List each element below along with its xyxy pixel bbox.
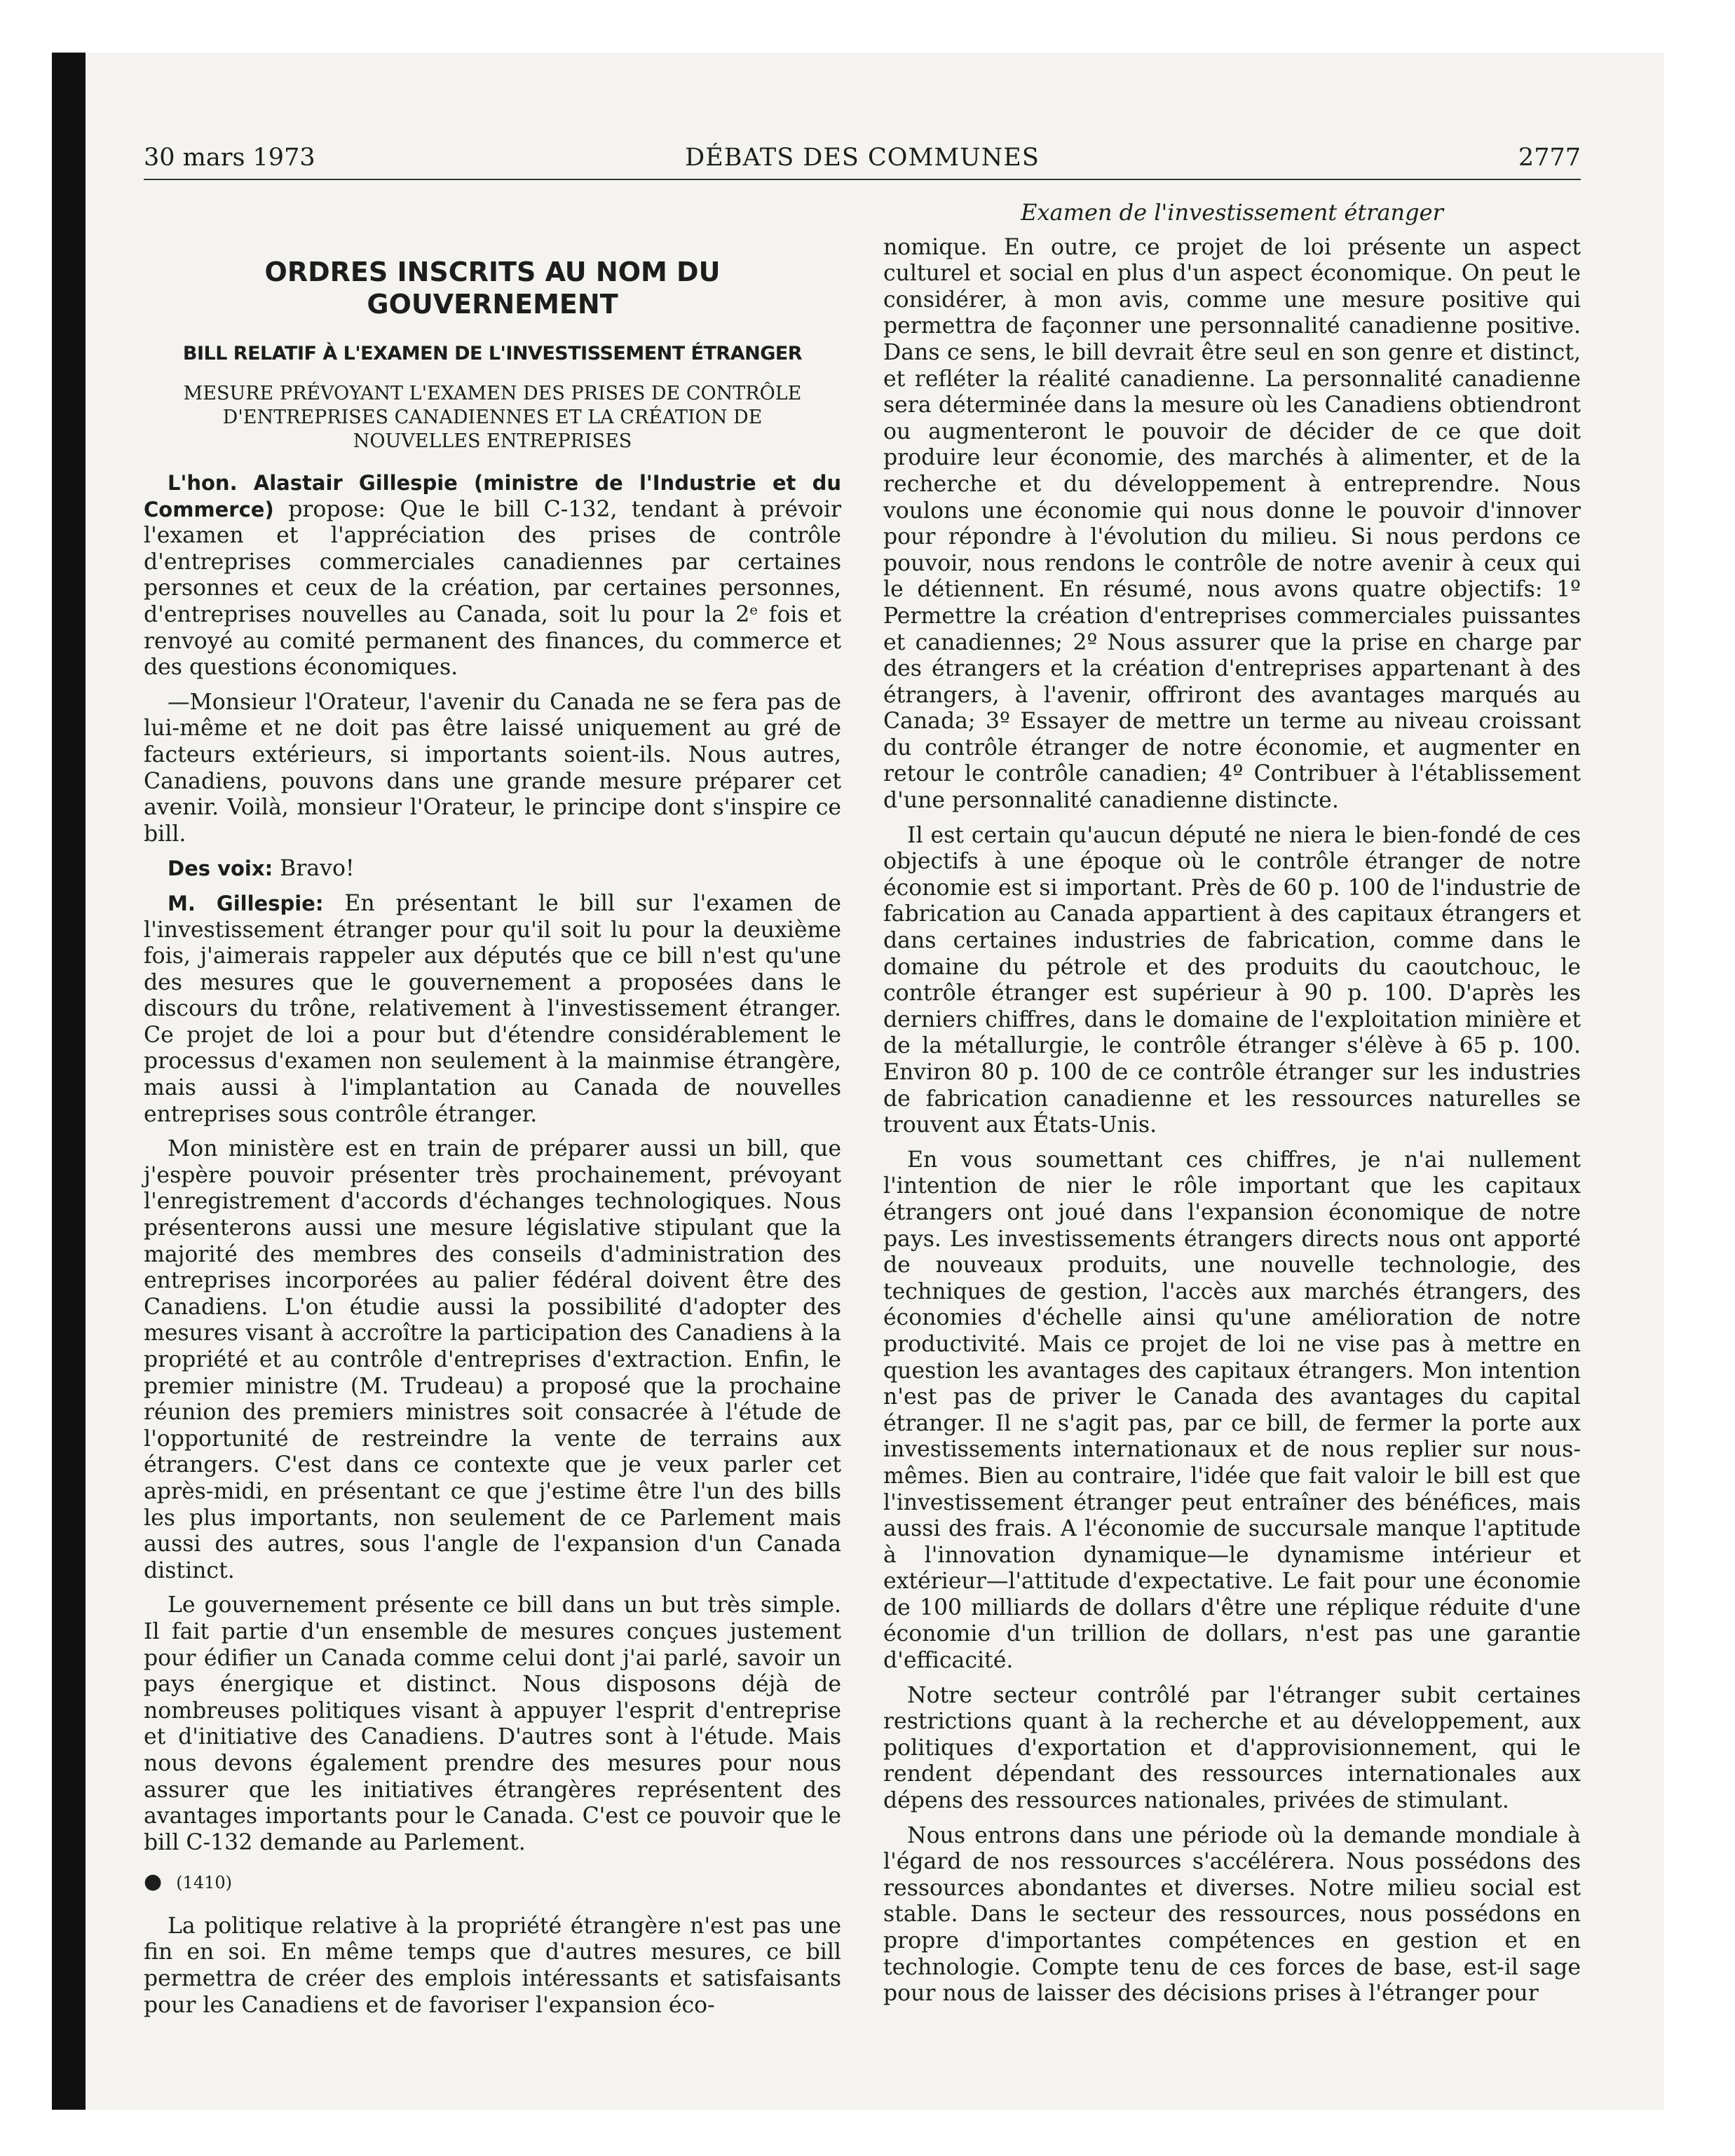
header-date: 30 mars 1973 (144, 144, 315, 172)
paragraph: En vous soumettant ces chiffres, je n'ai nullement l'intention de nier le rôle important que les capitaux étrangers ont joué dans l'expansion économique de notre pays. Les investissements étrangers directs nous ont apporté de nouveaux produits, une nouvelle technologie, des techniques de gestion, l'accès aux marchés étrangers, des économies d'échelle ainsi qu'une amélioration de notre productivité. Mais ce projet de loi ne vise pas à mettre en question les avantages des capitaux étrangers. Mon intention n'est pas de priver le Canada des avantages du capital étranger. Il ne s'agit pas, par ce bill, de fermer la porte aux investissements internationaux et de nous replier sur nous-mêmes. Bien au contraire, l'idée que fait valoir le bill est que l'investissement étranger peut entraîner des bénéfices, mais aussi des frais. A l'économie de succursale manque l'aptitude à l'innovation dynamique—le dynamisme intérieur et extérieur—l'attitude d'expectative. Le fait pour une économie de 100 milliards de dollars d'être une réplique réduite d'une économie d'un trillion de dollars, n'est pas une garantie d'efficacité. (883, 1147, 1581, 1674)
bill-subtitle: MESURE PRÉVOYANT L'EXAMEN DES PRISES DE CONTRÔLE D'ENTREPRISES CANADIENNES ET LA CRÉATION DE NOUVELLES ENTREPRISES (183, 383, 802, 452)
document-page (144, 137, 1581, 2092)
paragraph: Notre secteur contrôlé par l'étranger subit certaines restrictions quant à la recherche et au développement, aux politiques d'exportation et d'approvisionnement, qui le rendent dépendant des ressources internationales aux dépens des ressources nationales, privées de stimulant. (883, 1682, 1581, 1814)
paragraph-text: propose: Que le bill C-132, tendant à prévoir l'examen et l'appréciation des prises de contrôle d'entreprises commerciales canadiennes par certaines personnes et ceux de la création, par certaines personnes, d'entreprises nouvelles au Canada, soit lu pour la 2ᵉ fois et renvoyé au comité permanent des finances, du commerce et des questions économiques. (144, 496, 841, 681)
time-marker (144, 1869, 841, 1897)
paragraph: nomique. En outre, ce projet de loi présente un aspect culturel et social en plus d'un aspect économique. On peut le considérer, à mon avis, comme une mesure positive qui permettra de façonner une personnalité canadienne positive. Dans ce sens, le bill devrait être seul en son genre et distinct, et refléter la réalité canadienne. La personnalité canadienne sera déterminée dans la mesure où les Canadiens obtiendront ou augmenteront le pouvoir de décider de ce que doit produire leur économie, des marchés à alimenter, et de la recherche et du développement à entreprendre. Nous voulons une économie qui nous donne le pouvoir d'innover pour répondre à l'évolution du milieu. Si nous perdons ce pouvoir, nous rendons le contrôle de notre avenir à ceux qui le détiennent. En résumé, nous avons quatre objectifs: 1º Permettre la création d'entreprises commerciales puissantes et canadiennes; 2º Nous assurer que la prise en charge par des étrangers et la création d'entreprises appartenant à des étrangers, à l'avenir, offriront des avantages marqués au Canada; 3º Essayer de mettre un terme au niveau croissant du contrôle étranger de notre économie, et augmenter en retour le contrôle canadien; 4º Contribuer à l'établissement d'une personnalité canadienne distincte. (883, 234, 1581, 814)
paragraph: Le gouvernement présente ce bill dans un but très simple. Il fait partie d'un ensemble de mesures conçues justement pour édifier un Canada comme celui dont j'ai parlé, savoir un pays énergique et distinct. Nous disposons déjà de nombreuses politiques visant à appuyer l'esprit d'entreprise et d'initiative des Canadiens. D'autres sont à l'étude. Mais nous devons également prendre des mesures pour nous assurer que les initiatives étrangères représentent des avantages importants pour le Canada. C'est ce pouvoir que le bill C-132 demande au Parlement. (144, 1592, 841, 1855)
right-column (883, 200, 1581, 2016)
section-title: ORDRES INSCRITS AU NOM DU GOUVERNEMENT (264, 257, 721, 320)
header-page-number: 2777 (1518, 144, 1581, 172)
speaker-name: Des voix: (168, 857, 273, 881)
paragraph-text: En présentant le bill sur l'examen de l'investissement étranger pour qu'il soit lu pour la deuxième fois, j'aimerais rappeler aux députés que ce bill n'est qu'une des mesures que le gouvernement a proposées dans le discours du trône, relativement à l'investissement étranger. Ce projet de loi a pour but d'étendre considérablement le processus d'examen non seulement à la mainmise étrangère, mais aussi à l'implantation au Canada de nouvelles entreprises sous contrôle étranger. (144, 890, 841, 1127)
paragraph: Il est certain qu'aucun député ne niera le bien-fondé de ces objectifs à une époque où le contrôle étranger de notre économie est si important. Près de 60 p. 100 de l'industrie de fabrication au Canada appartient à des capitaux étrangers et dans certaines industries de fabrication, comme dans le domaine du pétrole et des produits du caoutchouc, le contrôle étranger est supérieur à 90 p. 100. D'après les derniers chiffres, dans le domaine de l'exploitation minière et de la métallurgie, le contrôle étranger s'élève à 65 p. 100. Environ 80 p. 100 de ce contrôle étranger sur les industries de fabrication canadienne et les ressources naturelles se trouvent aux États-Unis. (883, 822, 1581, 1138)
scan-edge-shadow (52, 53, 86, 2110)
paragraph-text: Bravo! (273, 856, 355, 882)
paragraph (144, 856, 841, 882)
paragraph: Mon ministère est en train de préparer aussi un bill, que j'espère pouvoir présenter très prochainement, prévoyant l'enregistrement d'accords d'échanges technologiques. Nous présenterons aussi une mesure législative stipulant que la majorité des membres des conseils d'administration des entreprises incorporées au palier fédéral doivent être des Canadiens. L'on étudie aussi la possibilité d'adopter des mesures visant à accroître la participation des Canadiens à la propriété et au contrôle d'entreprises d'extraction. Enfin, le premier ministre (M. Trudeau) a proposé que la prochaine réunion des premiers ministres soit consacrée à l'étude de l'opportunité de restreindre la vente de terrains aux étrangers. C'est dans ce contexte que je veux parler cet après-midi, en présentant ce que j'estime être l'un des bills les plus importants, non seulement de ce Parlement mais aussi des autres, sous l'angle de l'expansion d'un Canada distinct. (144, 1136, 841, 1583)
left-column (144, 228, 841, 2027)
paragraph (144, 470, 841, 681)
bill-title: BILL RELATIF À L'EXAMEN DE L'INVESTISSEMENT ÉTRANGER (182, 343, 803, 364)
page-header (144, 144, 1581, 180)
speaker-name: M. Gillespie: (168, 891, 324, 915)
header-title: DÉBATS DES COMMUNES (685, 144, 1040, 172)
running-head: Examen de l'investissement étranger (1021, 199, 1443, 226)
paragraph (144, 891, 841, 1128)
paragraph: Nous entrons dans une période où la demande mondiale à l'égard de nos ressources s'accélérera. Nous possédons des ressources abondantes et diverses. Notre milieu social est stable. Dans le secteur des ressources, nous possédons en propre d'importantes compétences en gestion et en technologie. Compte tenu de ces forces de base, est-il sage pour nous de laisser des décisions prises à l'étranger pour (883, 1822, 1581, 2007)
paragraph: —Monsieur l'Orateur, l'avenir du Canada ne se fera pas de lui-même et ne doit pas être laissé uniquement au gré de facteurs extérieurs, si importants soient-ils. Nous autres, Canadiens, pouvons dans une grande mesure préparer cet avenir. Voilà, monsieur l'Orateur, le principe dont s'inspire ce bill. (144, 689, 841, 847)
time-marker-text: (1410) (176, 1873, 232, 1893)
speaker-name: L'hon. Alastair Gillespie (ministre de l'Industrie et du Commerce) (144, 471, 841, 521)
bullet-icon: ● (144, 1869, 163, 1895)
paragraph: La politique relative à la propriété étrangère n'est pas une fin en soi. En même temps que d'autres mesures, ce bill permettra de créer des emplois intéressants et satisfaisants pour les Canadiens et de favoriser l'expansion éco- (144, 1913, 841, 2018)
